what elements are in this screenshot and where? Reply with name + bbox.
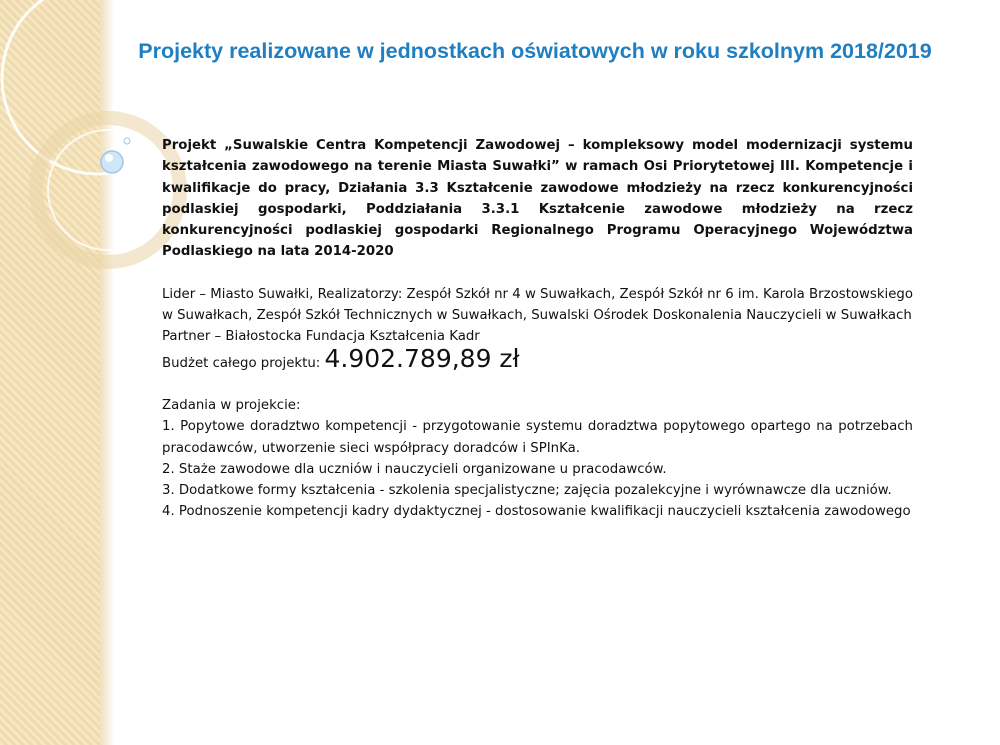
project-leader: Lider – Miasto Suwałki, Realizatorzy: Zespół Szkół nr 4 w Suwałkach, Zespół Szkół nr 6 im. Karola Brzostowskiego w Suwałkach, Zespół Szkół Technicznych w Suwałkach, Suwalski Ośrodek Doskonalenia Nauczycieli w Suwałkach (162, 286, 913, 324)
task-item: 1. Popytowe doradztwo kompetencji - przygotowanie systemu doradztwa popytowego opartego na potrzebach pracodawców, utworzenie sieci współpracy doradców i SPInKa. (162, 419, 913, 456)
spacer (162, 374, 913, 395)
task-item: 2. Staże zawodowe dla uczniów i nauczycieli organizowane u pracodawców. (162, 461, 667, 477)
project-budget (162, 343, 913, 374)
budget-label: Budżet całego projektu: (162, 355, 325, 371)
spacer (162, 263, 913, 284)
project-description: Projekt „Suwalskie Centra Kompetencji Zawodowej – kompleksowy model modernizacji systemu kształcenia zawodowego na terenie Miasta Suwałki” w ramach Osi Priorytetowej III. Kompetencje i kwalifikacje do pracy, Działania 3.3 Kształcenie zawodowe młodzieży na rzecz konkurencyjności podlaskiej gospodarki, Poddziałania 3.3.1 Kształcenie zawodowe młodzieży na rzecz konkurencyjności podlaskiej gospodarki Regionalnego Programu Operacyjnego Województwa Podlaskiego na lata 2014-2020 (162, 138, 913, 260)
task-item: 4. Podnoszenie kompetencji kadry dydaktycznej - dostosowanie kwalifikacji nauczycieli kształcenia zawodowego (162, 504, 911, 520)
deco-bubble-highlight (105, 154, 113, 162)
project-partner: Partner – Białostocka Fundacja Kształcenia Kadr (162, 329, 480, 345)
tasks-heading: Zadania w projekcie: (162, 397, 301, 413)
budget-value: 4.902.789,89 zł (324, 343, 520, 373)
deco-ring-medium (36, 118, 180, 262)
page-title: Projekty realizowane w jednostkach oświatowych w roku szkolnym 2018/2019 (138, 39, 932, 63)
deco-ring-inner (48, 130, 168, 250)
task-item: 3. Dodatkowe formy kształcenia - szkolenia specjalistyczne; zajęcia pozalekcyjne i wyrównawcze dla uczniów. (162, 483, 892, 499)
deco-small-bubble-icon (124, 138, 130, 144)
deco-bubble-icon (101, 151, 123, 173)
slide-content (162, 135, 913, 523)
